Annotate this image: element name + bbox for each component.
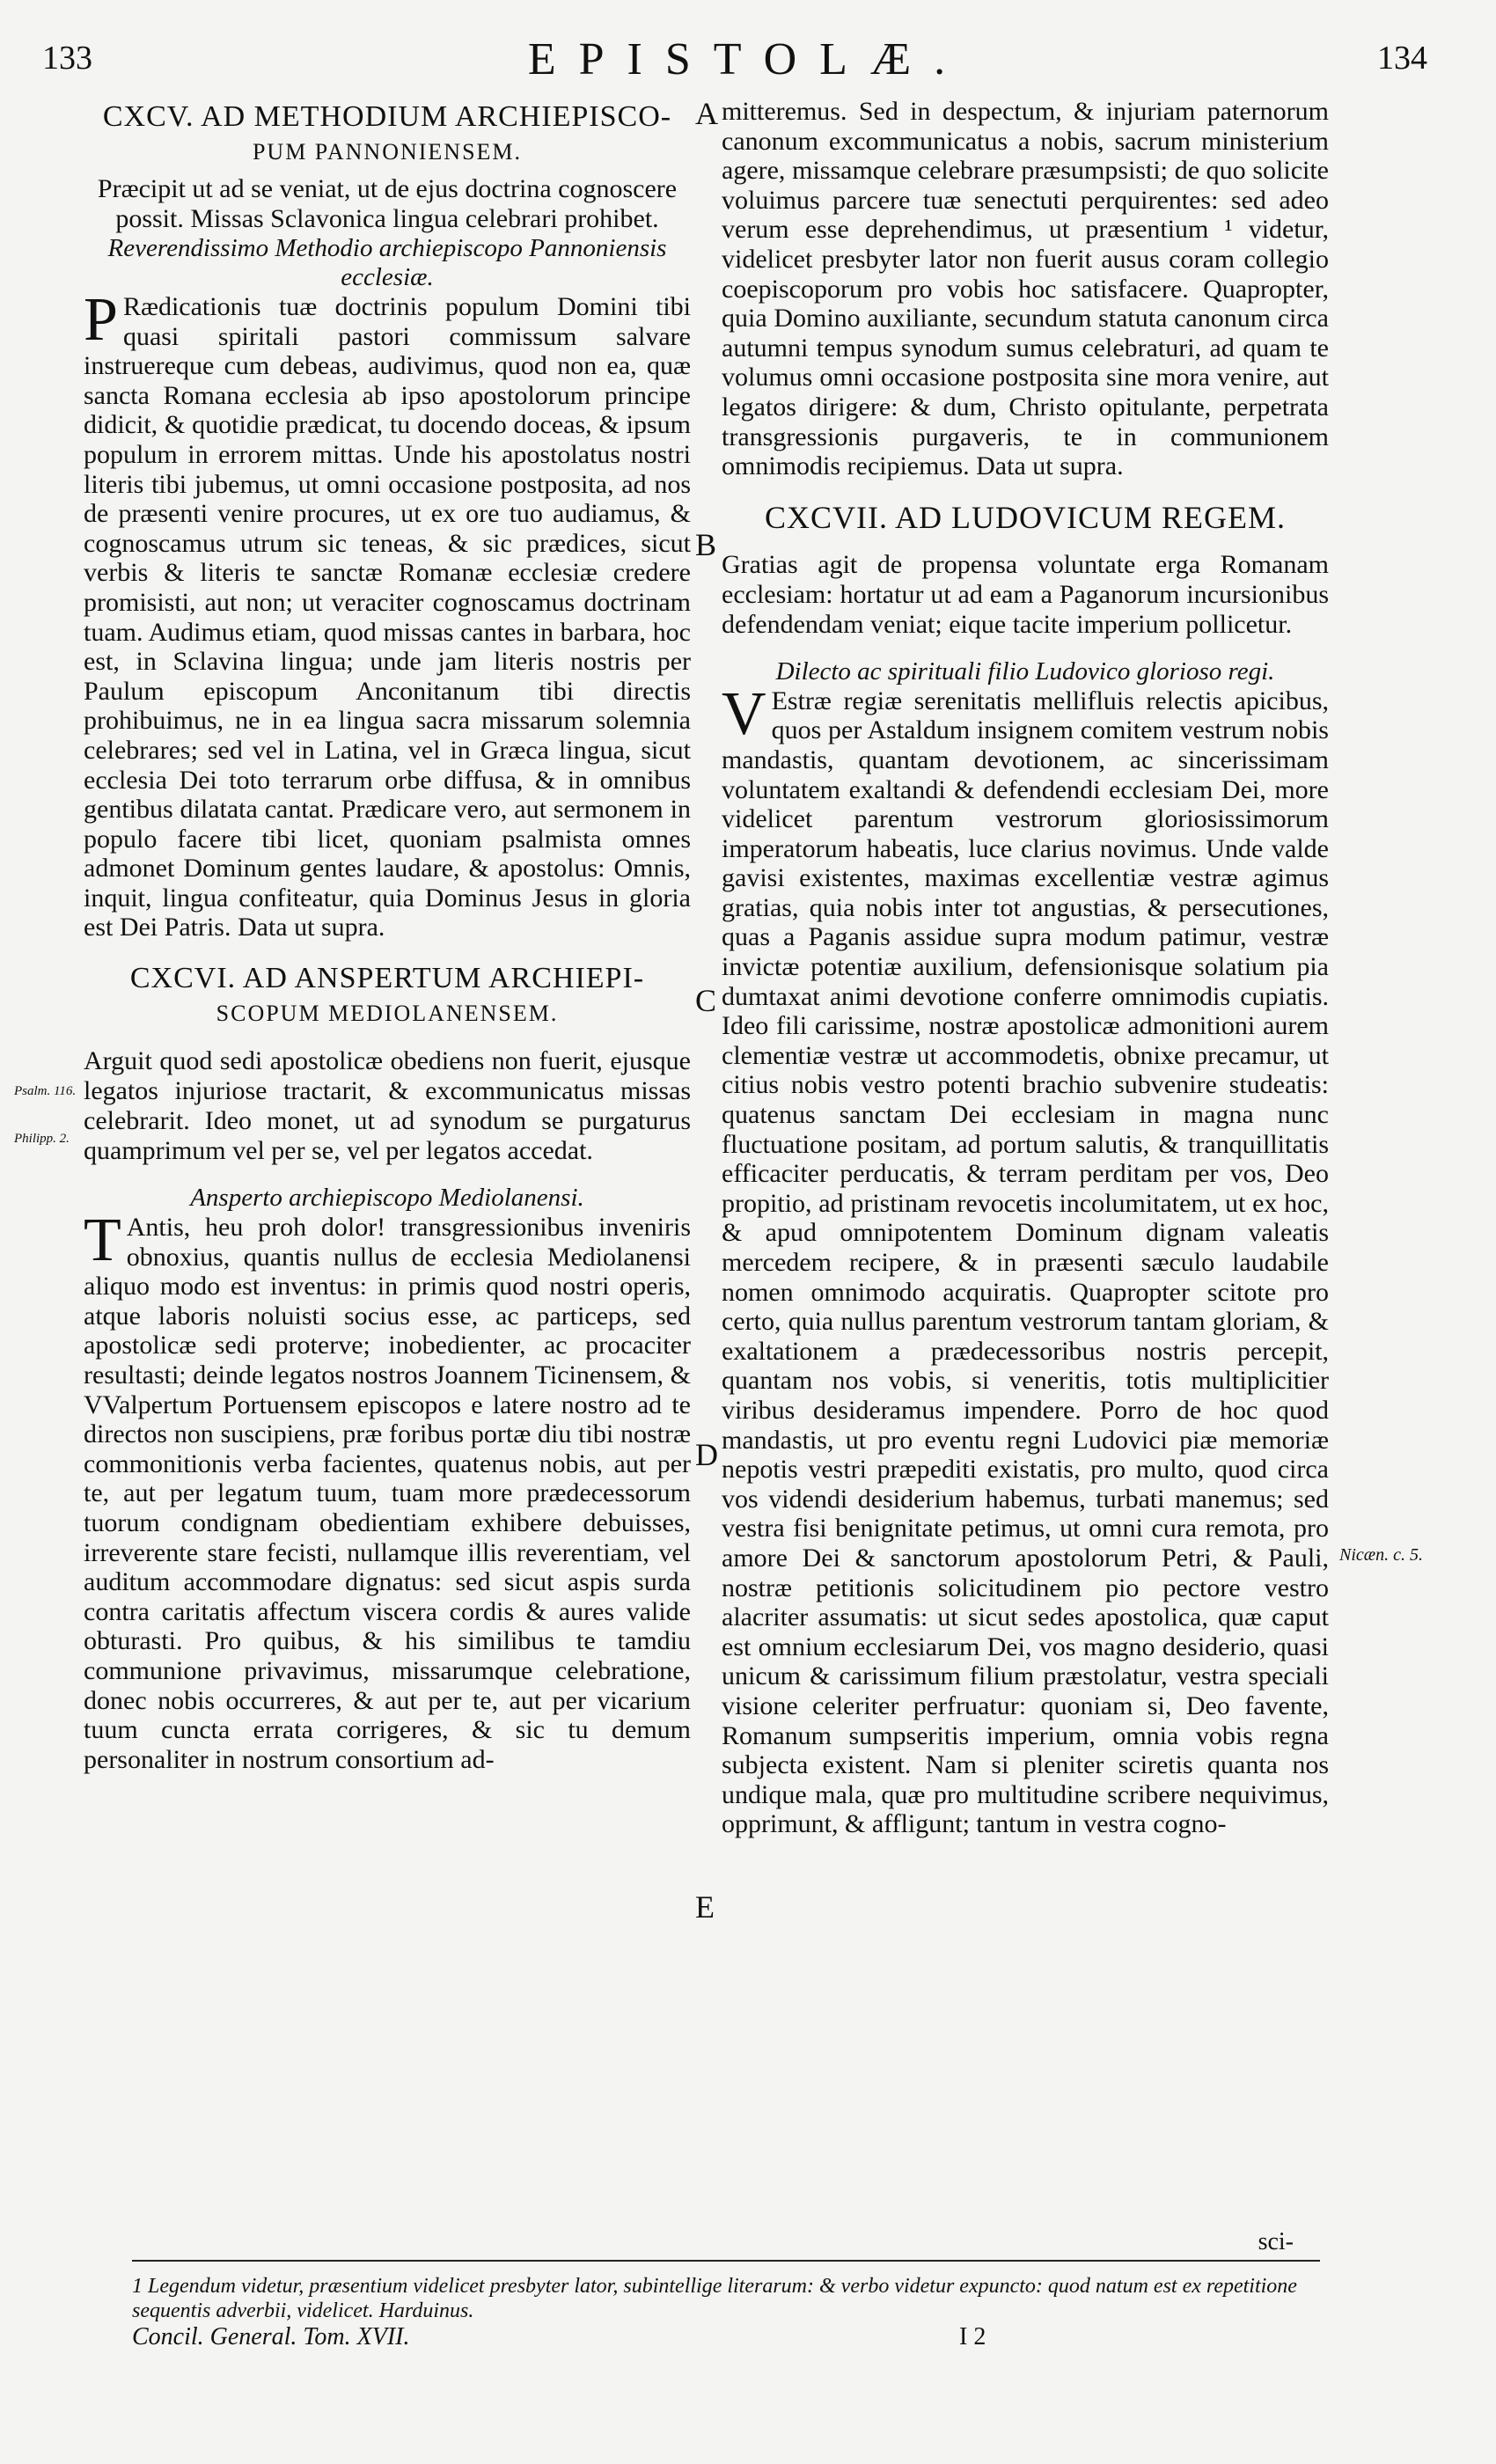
drop-cap: T	[84, 1206, 121, 1275]
footnote: 1 Legendum videtur, præsentium videlicet presbyter lator, subintellige literarum: & verbo videtur expuncto: quod natum est ex repetitione sequentis adverbii, videlicet. Harduinus.	[132, 2260, 1320, 2323]
margin-note-nicaen: Nicæn. c. 5.	[1339, 1545, 1423, 1565]
body-text: Antis, heu proh dolor! transgressionibus inveniris obnoxius, quantis nullus de ecclesia Mediolanensi aliquo modo est inventus: in primis quod nostri operis, atque laboris noluisti socius esse, ac particeps, sed apostolicæ sedi proterve; inobedienter, ac procaciter resultasti; deinde legatos nostros Joannem Ticinensem, & VValpertum Portuensem episcopos e latere nostro ad te directos non suscipiens, præ foribus portæ diu tibi nostræ commonitionis verba facientes, quatenus nobis, aut per te, aut per legatum tuum, tuam more prædecessorum tuorum condignam obedientiam exhibere debuisses, irreverente stare fecisti, nullamque illis reverentiam, vel auditum accommodare dignatus: sed sicut aspis surda contra caritatis affectum viscera cordis & aures valide obturasti. Pro quibus, & his similibus te tamdiu communione privavimus, missarumque celebratione, donec nobis occurreres, & aut per te, aut per vicarium tuum cuncta errata corrigeres, & sic tu demum personaliter in nostrum consortium ad-	[84, 1213, 691, 1774]
section-letter-d: D	[695, 1437, 718, 1472]
letter-heading-cxcvi	[84, 962, 691, 1030]
drop-cap: P	[84, 286, 118, 354]
letter-body-cxcvii	[722, 679, 1329, 1839]
right-column	[722, 97, 1329, 1839]
left-column	[84, 97, 691, 1774]
heading-line-2: PUM PANNONIENSEM.	[252, 139, 523, 165]
letter-address-cxcvi: Ansperto archiepiscopo Mediolanensi.	[190, 1184, 584, 1213]
letter-body-cxcv	[84, 286, 691, 942]
left-page-number: 133	[42, 40, 92, 77]
section-letter-c: C	[695, 983, 717, 1018]
heading-line-1: CXCVI. AD ANSPERTUM ARCHIEPI-	[129, 962, 645, 995]
page-header	[26, 33, 1470, 86]
drop-cap: V	[722, 679, 766, 748]
catchword: sci-	[1258, 2228, 1294, 2255]
letter-address-cxcvii: Dilecto ac spirituali filio Ludovico glorioso regi.	[775, 656, 1275, 686]
heading-line-1: CXCV. AD METHODIUM ARCHIEPISCO-	[102, 100, 672, 133]
letter-heading-cxcvii: CXCVII. AD LUDOVICUM REGEM.	[765, 499, 1286, 535]
letter-body-cxcvi	[84, 1206, 691, 1774]
letter-address-cxcv: Reverendissimo Methodio archiepiscopo Pannoniensis ecclesiæ.	[107, 234, 667, 291]
letter-continuation: mitteremus. Sed in despectum, & injuriam paternorum canonum excommunicatus a nobis, sacrum ministerium agere, missamque celebrare præsumpsisti; de quo solicite voluimus parcere tuæ senectuti perquirentes: sed adeo verum esse deprehendimus, ut præsentium ¹ videtur, videlicet presbyter lator non fuerit ausus coram collegio coepiscoporum pro vobis hoc satisfacere. Quapropter, quia Domino auxiliante, secundum statuta canonum circa autumni tempus synodum sumus celebraturi, ad quam te volumus omni occasione postposita sine mora venire, aut legatos dirigere: & dum, Christo opitulante, perpetrata transgressionis purgaveris, te in communionem omnimodis recipiemus. Data ut supra.	[722, 97, 1329, 481]
letter-summary-cxcv: Præcipit ut ad se veniat, ut de ejus doctrina cognoscere possit. Missas Sclavonica lingua celebrari prohibet.	[97, 174, 678, 233]
margin-note-philipp: Philipp. 2.	[14, 1132, 70, 1146]
margin-note-psalm: Psalm. 116.	[14, 1084, 77, 1098]
heading-line-2: SCOPUM MEDIOLANENSEM.	[216, 1001, 559, 1027]
letter-summary-cxcvii: Gratias agit de propensa voluntate erga Romanam ecclesiam: hortatur ut ad eam a Paganorum incursionibus defendendam veniat; eique tacite imperium pollicetur.	[722, 549, 1329, 639]
body-text: Estræ regiæ serenitatis mellifluis relectis apicibus, quos per Astaldum insignem comitem vestrum nobis mandastis, quantam devotionem, ac sincerissimam voluntatem exaltandi & defendendi ecclesiam Dei, more videlicet parentum vestrorum gloriosissimorum imperatorum habeatis, luce clarius novimus. Unde valde gavisi existentes, maximas excellentiæ vestræ agimus gratias, quia nobis inter tot angustias, & persecutiones, quas a Paganis assidue supra modum patimur, vestræ invictæ potentiæ auxilium, defensionisque solatium pia dumtaxat animi devotione conferre omnimodis cupiatis. Ideo fili carissime, nostræ apostolicæ admonitioni aurem clementiæ vestræ ut accommodetis, obnixe precamur, ut citius nobis vestro potenti brachio subvenire studeatis: quatenus sanctam Dei ecclesiam in magna nunc fluctuatione positam, ad portum salutis, & tranquillitatis efficaciter perducatis, & terram perditam per vos, Deo propitio, ad pristinam revocetis incolumitatem, ut ex hoc, & apud omnipotentem Dominum dignam valeatis mercedem recipere, & in præsenti sæculo laudabile nomen omnimodo acquiratis. Quapropter scitote pro certo, quia nullus parentum vestrorum tantam gloriam, & exaltationem a prædecessoribus nostris percepit, quantam nos vobis, si veneritis, totis multiplicitier viribus desideramus impendere. Porro de hoc quod mandastis, ut pro eventu regni Ludovici piæ memoriæ nepotis vestri præpediti existatis, pro multo, quod circa vos videndi desiderium habemus, turbati manemus; sed vestra fisi benignitate petimus, ut omni cura remota, pro amore Dei & sanctorum apostolorum Petri, & Pauli, nostræ petitionis solicitudinem pio pectore vestro alacriter assumatis: ut sicut sedes apostolica, quæ caput est omnium ecclesiarum Dei, vos magno desiderio, quasi unicum & carissimum filium præstolatur, vestra speciali visione celeriter perfruatur: quoniam si, Deo favente, Romanum sumpseritis imperium, omnia vobis regna subjecta existent. Nam si pleniter sciretis quanta nos undique mala, quæ pro multitudine scribere nequivimus, opprimunt, & affligunt; tantum in vestra cogno-	[722, 686, 1329, 1839]
footer-volume: Concil. General. Tom. XVII.	[132, 2323, 410, 2350]
section-letter-e: E	[695, 1889, 715, 1925]
letter-summary-cxcvi: Arguit quod sedi apostolicæ obediens non fuerit, ejusque legatos injuriose tractarit, & excommunicatus missas celebrarit. Ideo monet, ut ad synodum se purgaturus quamprimum vel per se, vel per legatos accedat.	[84, 1046, 691, 1166]
section-letter-b: B	[695, 527, 717, 562]
letter-heading-cxcv	[84, 100, 691, 169]
running-title: EPISTOLÆ.	[527, 34, 969, 84]
right-page-number: 134	[1377, 40, 1427, 77]
signature-mark: I 2	[959, 2323, 986, 2350]
section-letter-a: A	[695, 96, 718, 131]
body-text: Rædicationis tuæ doctrinis populum Domini tibi quasi spiritali pastori commissum salvare instruereque cum debeas, audivimus, quod non ea, quæ sancta Romana ecclesia ab ipso apostolorum principe didicit, & quotidie prædicat, tu docendo doceas, & ipsum populum in errorem mittas. Unde his apostolatus nostri literis tibi jubemus, ut omni occasione postposita, ad nos de præsenti venire procures, ut ex ore tuo audiamus, & cognoscamus utrum sic teneas, & sic prædices, sicut verbis & literis te sanctæ Romanæ ecclesiæ credere promisisti, aut non; ut veraciter cognoscamus doctrinam tuam. Audimus etiam, quod missas cantes in barbara, hoc est, in Sclavina lingua; unde jam literis nostris per Paulum episcopum Anconitanum tibi directis prohibuimus, ne in ea lingua sacra missarum solemnia celebrares; sed vel in Latina, vel in Græca lingua, sicut ecclesia Dei toto terrarum orbe diffusa, & in omnibus gentibus dilatata cantat. Prædicare vero, aut sermonem in populo facere tibi licet, quoniam psalmista omnes admonet Dominum gentes laudare, & apostolus: Omnis, inquit, lingua confiteatur, quia Dominus Jesus in gloria est Dei Patris. Data ut supra.	[84, 292, 691, 942]
